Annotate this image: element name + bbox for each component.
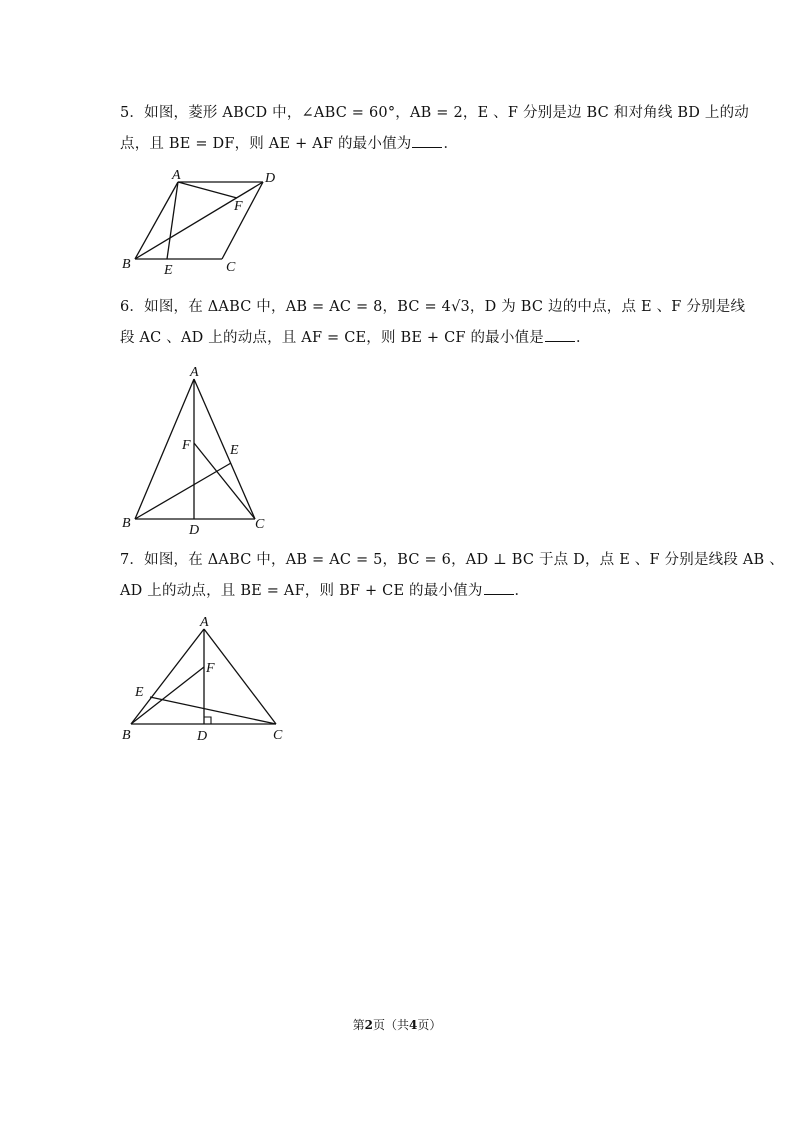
answer-blank-5 [412, 133, 442, 148]
label-D: D [265, 171, 276, 186]
label-C: C [226, 260, 236, 275]
segment-AF [178, 182, 237, 198]
label-E: E [230, 443, 239, 458]
segment-DC [222, 182, 263, 259]
figure-triangle-7 [118, 612, 298, 747]
footer-total-pages: 4 [409, 1018, 418, 1032]
segment-CE [150, 697, 276, 724]
segment-AC [204, 629, 276, 724]
footer-middle: 页（共 [372, 1018, 409, 1032]
problem-5-line-2 [120, 129, 680, 160]
segment-AB [135, 182, 178, 259]
problem-5-line-1: 5．如图，菱形 ABCD 中，∠ABC = 60°，AB = 2，E 、F 分别是边 BC 和对角线 BD 上的动 [120, 105, 749, 121]
segment-BD [135, 182, 263, 259]
problem-5-line-2-text: 点，且 BE = DF，则 AE + AF 的最小值为 [120, 136, 412, 152]
label-F: F [182, 438, 191, 453]
right-angle-mark [204, 717, 211, 724]
label-A: A [172, 168, 181, 183]
problem-6-tail: ． [575, 330, 591, 346]
segment-AB [131, 629, 204, 724]
label-D: D [189, 523, 200, 538]
label-B: B [122, 728, 131, 743]
label-E: E [164, 263, 173, 278]
segment-AC [194, 379, 255, 519]
label-B: B [122, 516, 131, 531]
problem-7-line-2-text: AD 上的动点，且 BE = AF，则 BF + CE 的最小值为 [120, 583, 483, 599]
label-A: A [200, 615, 209, 630]
problem-6-line-2 [120, 323, 680, 354]
segment-AE [167, 182, 178, 259]
label-F: F [206, 661, 215, 676]
label-D: D [197, 729, 208, 744]
problem-5-tail: ． [443, 136, 459, 152]
answer-blank-6 [545, 327, 575, 342]
page-footer [0, 1016, 794, 1033]
answer-blank-7 [484, 580, 514, 595]
problem-5-text [120, 98, 749, 160]
label-E: E [135, 685, 144, 700]
problem-7-tail: ． [514, 583, 530, 599]
figure-rhombus-5 [115, 165, 295, 280]
label-F: F [234, 199, 243, 214]
problem-6-text [120, 292, 746, 354]
footer-page-number: 2 [364, 1018, 373, 1032]
figure-triangle-6 [118, 362, 288, 542]
problem-6-line-1: 6．如图，在 ΔABC 中，AB = AC = 8，BC = 4√3，D 为 BC 边的中点，点 E 、F 分别是线 [120, 299, 746, 315]
label-B: B [122, 257, 131, 272]
footer-suffix: 页） [417, 1018, 442, 1032]
segment-CF [194, 443, 255, 519]
label-A: A [190, 365, 199, 380]
label-C: C [273, 728, 283, 743]
problem-7-text [120, 545, 784, 607]
problem-7-line-2 [120, 576, 680, 607]
footer-prefix: 第 [352, 1018, 365, 1032]
label-C: C [255, 517, 265, 532]
problem-6-line-2-text: 段 AC 、AD 上的动点，且 AF = CE，则 BE + CF 的最小值是 [120, 330, 544, 346]
problem-7-line-1: 7．如图，在 ΔABC 中，AB = AC = 5，BC = 6，AD ⊥ BC 于点 D，点 E 、F 分别是线段 AB 、 [120, 552, 784, 568]
